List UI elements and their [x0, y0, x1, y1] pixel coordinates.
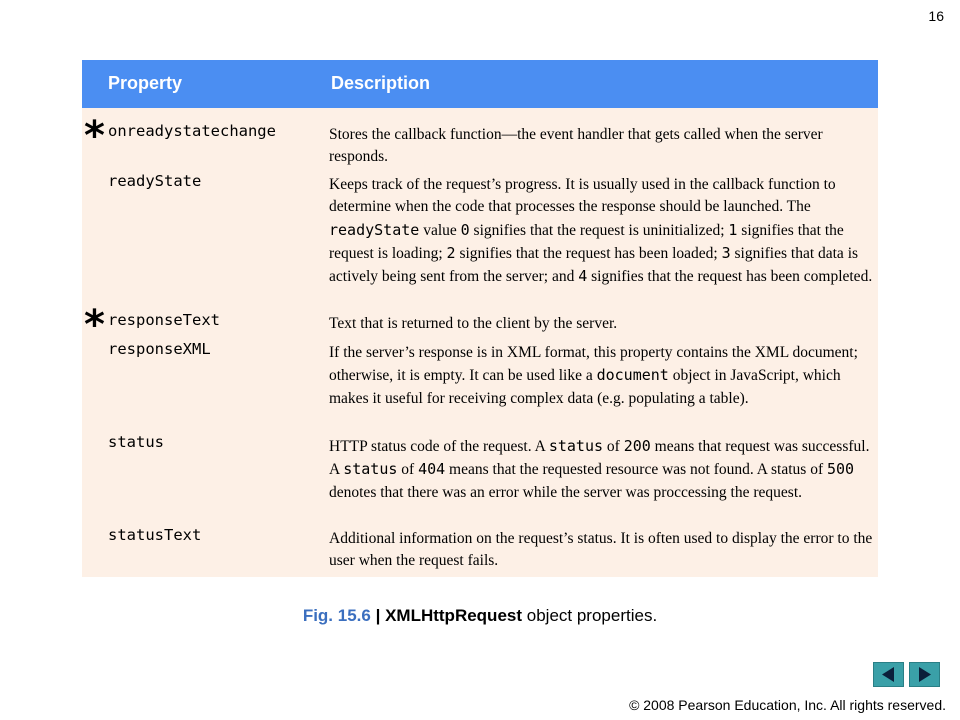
property-description: Keeps track of the request’s progress. It is usually used in the callback function to determine when the code that processes the response should be launched. The readyState value 0 signifies that the request is uninitialized; 1 signifies that the request is loading; 2 signifies that the request has been loaded; 3 signifies that data is actively being sent from the server; and 4 signifies that the request has been completed.	[329, 176, 873, 286]
table-header	[82, 60, 878, 108]
property-name: statusText	[108, 526, 202, 544]
property-description: If the server’s response is in XML format, this property contains the XML document; otherwise, it is empty. It can be used like a document object in JavaScript, which makes it useful for receiving complex data (e.g. populating a table).	[329, 344, 858, 407]
property-name: responseXML	[108, 340, 211, 358]
property-name: responseText	[108, 311, 220, 329]
figure-label: Fig. 15.6	[302, 606, 371, 625]
property-description: Additional information on the request’s status. It is often used to display the error to the user when the request fails.	[329, 530, 873, 570]
caption-separator: |	[375, 606, 381, 625]
properties-table	[82, 60, 878, 577]
header-description: Description	[331, 73, 431, 93]
caption-text: object properties.	[526, 606, 658, 625]
property-name: status	[108, 433, 164, 451]
property-description: Text that is returned to the client by the server.	[329, 315, 618, 332]
property-name: onreadystatechange	[108, 122, 276, 140]
property-name: readyState	[108, 172, 202, 190]
caption-object-name: XMLHttpRequest	[385, 606, 523, 625]
copyright-notice: © 2008 Pearson Education, Inc. All rights reserved.	[629, 697, 946, 713]
header-property: Property	[108, 73, 183, 93]
triangle-left-icon	[874, 663, 903, 686]
asterisk-marker: *	[84, 113, 105, 159]
next-slide-button[interactable]	[909, 662, 940, 687]
figure-caption	[0, 606, 960, 626]
property-description: HTTP status code of the request. A status of 200 means that request was successful. A status of 404 means that the requested resource was not found. A status of 500 denotes that there was an error while the server was proccessing the request.	[329, 437, 870, 501]
page-number: 16	[928, 8, 944, 24]
property-description: Stores the callback function—the event handler that gets called when the server responds.	[329, 126, 823, 166]
triangle-right-icon	[910, 663, 939, 686]
asterisk-marker: *	[84, 302, 105, 348]
previous-slide-button[interactable]	[873, 662, 904, 687]
